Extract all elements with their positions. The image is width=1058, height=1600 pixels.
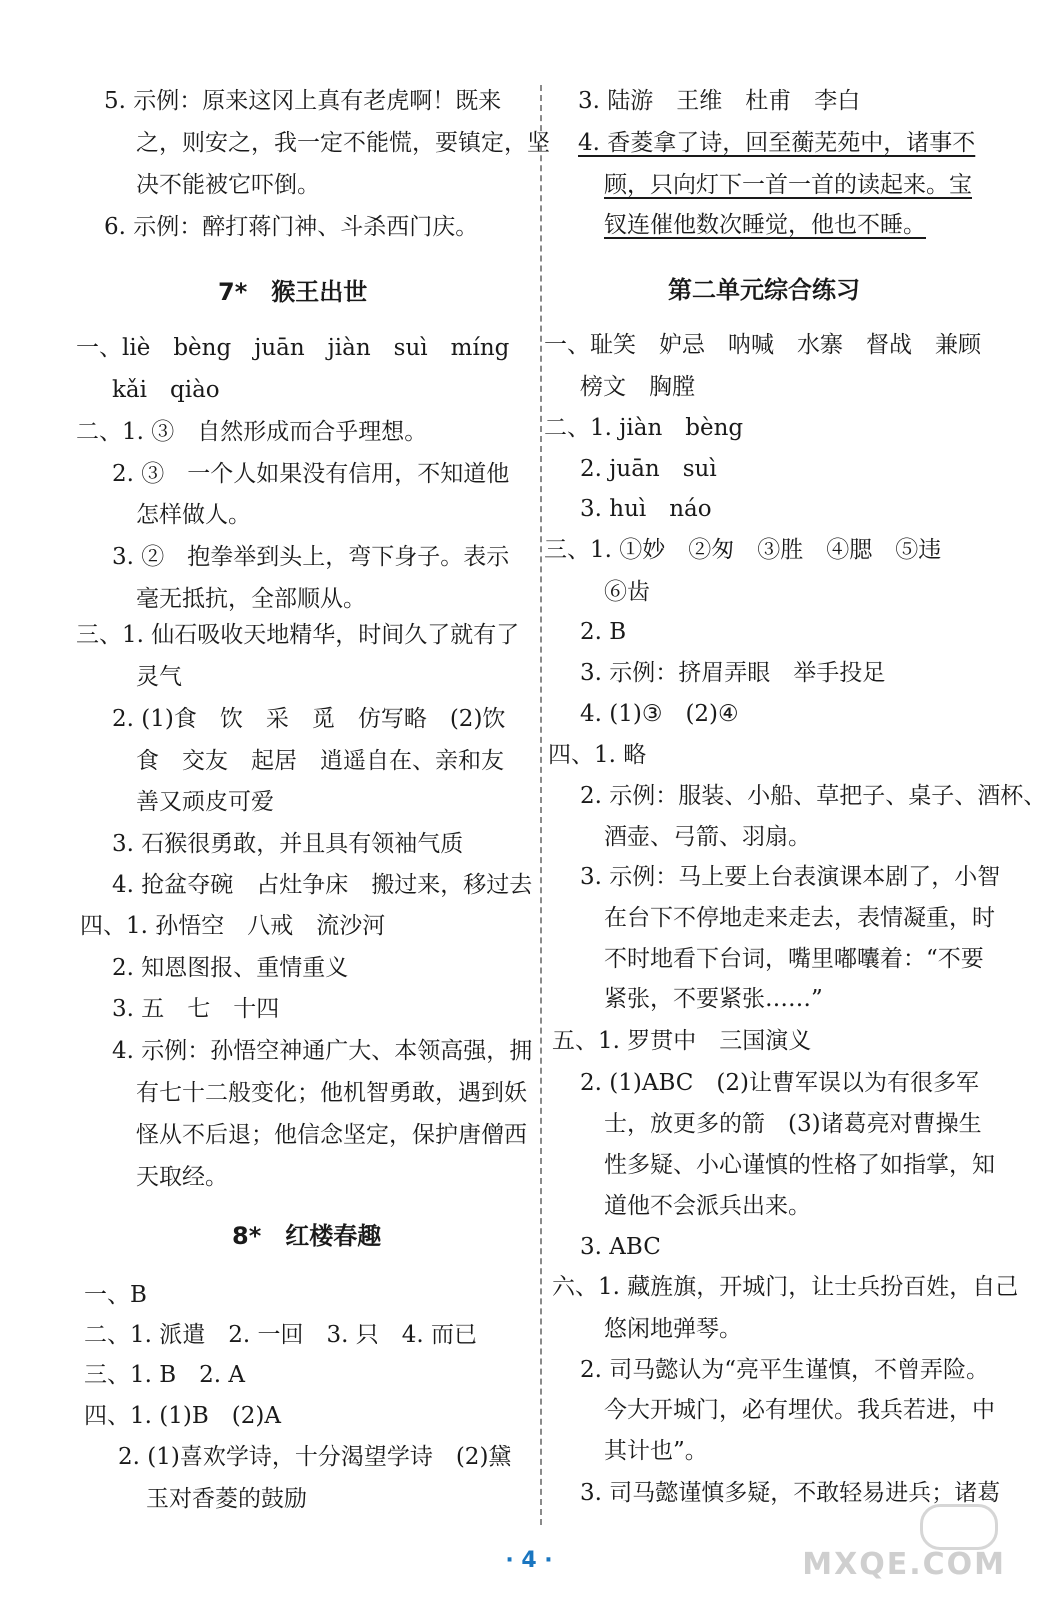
answer-line: 善又顽皮可爱 — [136, 789, 274, 815]
answer-line: 三、1. 仙石吸收天地精华，时间久了就有了 — [76, 622, 520, 648]
answer-line: 4. (1)③ (2)④ — [580, 701, 739, 727]
answer-line: 2. 司马懿认为“亮平生谨慎，不曾弄险。 — [580, 1357, 990, 1383]
answer-line: 3. ② 抱拳举到头上，弯下身子。表示 — [112, 544, 510, 570]
answer-line: 3. huì náo — [580, 496, 712, 522]
answer-line: 5. 示例：原来这冈上真有老虎啊！既来 — [104, 88, 502, 114]
answer-line: 六、1. 藏旌旗，开城门，让士兵扮百姓，自己 — [552, 1274, 1019, 1300]
answer-line: 二、1. 派遣 2. 一回 3. 只 4. 而已 — [84, 1322, 478, 1348]
section-title: 7* 猴王出世 — [218, 278, 368, 306]
answer-line: 3. 石猴很勇敢，并且具有领袖气质 — [112, 831, 464, 857]
answer-line: 食 交友 起居 逍遥自在、亲和友 — [136, 748, 504, 774]
answer-line: 今大开城门，必有埋伏。我兵若进，中 — [604, 1397, 995, 1423]
answer-line: 性多疑、小心谨慎的性格了如指掌，知 — [604, 1152, 995, 1178]
answer-line: ⑥齿 — [604, 579, 650, 605]
answer-line: 五、1. 罗贯中 三国演义 — [552, 1028, 812, 1054]
answer-line: 4. 示例：孙悟空神通广大、本领高强，拥 — [112, 1038, 533, 1064]
answer-line: 钗连催他数次睡觉，他也不睡。 — [604, 212, 926, 238]
answer-line: 三、1. ①妙 ②匆 ③胜 ④腮 ⑤违 — [544, 537, 942, 563]
answer-line: 其计也”。 — [604, 1438, 708, 1464]
answer-line: 四、1. 略 — [548, 742, 647, 768]
answer-line: 2. (1)食 饮 采 觅 仿写略 (2)饮 — [112, 706, 506, 732]
section-title: 8* 红楼春趣 — [232, 1222, 382, 1250]
answer-line: kǎi qiào — [112, 377, 220, 403]
answer-line: 决不能被它吓倒。 — [136, 172, 320, 198]
answer-line: 酒壶、弓箭、羽扇。 — [604, 824, 811, 850]
answer-line: 一、B — [84, 1282, 147, 1308]
answer-line: 一、liè bèng juān jiàn suì míng — [76, 335, 510, 361]
answer-line: 三、1. B 2. A — [84, 1362, 246, 1388]
answer-line: 3. 司马懿谨慎多疑，不敢轻易进兵；诸葛 — [580, 1480, 1001, 1506]
answer-line: 在台下不停地走来走去，表情凝重，时 — [604, 905, 995, 931]
answer-line: 四、1. (1)B (2)A — [84, 1403, 281, 1429]
answer-line: 二、1. ③ 自然形成而合乎理想。 — [76, 419, 428, 445]
answer-line: 榜文 胸膛 — [580, 374, 695, 400]
answer-line: 2. 示例：服装、小船、草把子、桌子、酒杯、 — [580, 783, 1047, 809]
answer-line: 6. 示例：醉打蒋门神、斗杀西门庆。 — [104, 214, 479, 240]
answer-line: 2. B — [580, 619, 627, 645]
page-number: · 4 · — [505, 1548, 553, 1573]
answer-line: 天取经。 — [136, 1164, 228, 1190]
answer-line: 4. 抢盆夺碗 占灶争床 搬过来，移过去 — [112, 872, 533, 898]
answer-line: 2. 知恩图报、重情重义 — [112, 955, 349, 981]
answer-line: 3. 陆游 王维 杜甫 李白 — [578, 88, 861, 114]
answer-line: 顾，只向灯下一首一首的读起来。宝 — [604, 172, 972, 198]
watermark-text: MXQE.COM — [802, 1547, 1006, 1582]
answer-line: 怎样做人。 — [136, 502, 251, 528]
answer-line: 2. ③ 一个人如果没有信用，不知道他 — [112, 461, 510, 487]
answer-line: 之，则安之，我一定不能慌，要镇定，坚 — [136, 130, 550, 156]
answer-line: 二、1. jiàn bèng — [544, 415, 744, 441]
answer-line: 道他不会派兵出来。 — [604, 1193, 811, 1219]
answer-line: 不时地看下台词，嘴里嘟囔着：“不要 — [604, 946, 984, 972]
answer-line: 一、耻笑 妒忌 呐喊 水寨 督战 兼顾 — [544, 332, 981, 358]
answer-line: 2. juān suì — [580, 456, 717, 482]
answer-line: 四、1. 孙悟空 八戒 流沙河 — [80, 913, 386, 939]
answer-line: 3. ABC — [580, 1234, 661, 1260]
answer-line: 3. 示例：马上要上台表演课本剧了，小智 — [580, 864, 1001, 890]
answer-line: 灵气 — [136, 664, 182, 690]
answer-line: 2. (1)ABC (2)让曹军误以为有很多军 — [580, 1070, 979, 1096]
answer-line: 悠闲地弹琴。 — [604, 1316, 742, 1342]
answer-line: 有七十二般变化；他机智勇敢，遇到妖 — [136, 1080, 527, 1106]
answer-line: 士，放更多的箭 (3)诸葛亮对曹操生 — [604, 1111, 982, 1137]
watermark-logo-icon — [920, 1504, 998, 1550]
answer-line: 4. 香菱拿了诗，回至蘅芜苑中，诸事不 — [578, 130, 976, 156]
answer-line: 3. 五 七 十四 — [112, 996, 280, 1022]
column-divider — [540, 85, 542, 1525]
section-title: 第二单元综合练习 — [668, 276, 860, 304]
answer-line: 紧张，不要紧张……” — [604, 986, 823, 1012]
answer-line: 3. 示例：挤眉弄眼 举手投足 — [580, 660, 886, 686]
answer-line: 毫无抵抗，全部顺从。 — [136, 586, 366, 612]
answer-line: 2. (1)喜欢学诗，十分渴望学诗 (2)黛 — [118, 1444, 512, 1470]
answer-line: 玉对香菱的鼓励 — [146, 1486, 307, 1512]
answer-line: 怪从不后退；他信念坚定，保护唐僧西 — [136, 1122, 527, 1148]
